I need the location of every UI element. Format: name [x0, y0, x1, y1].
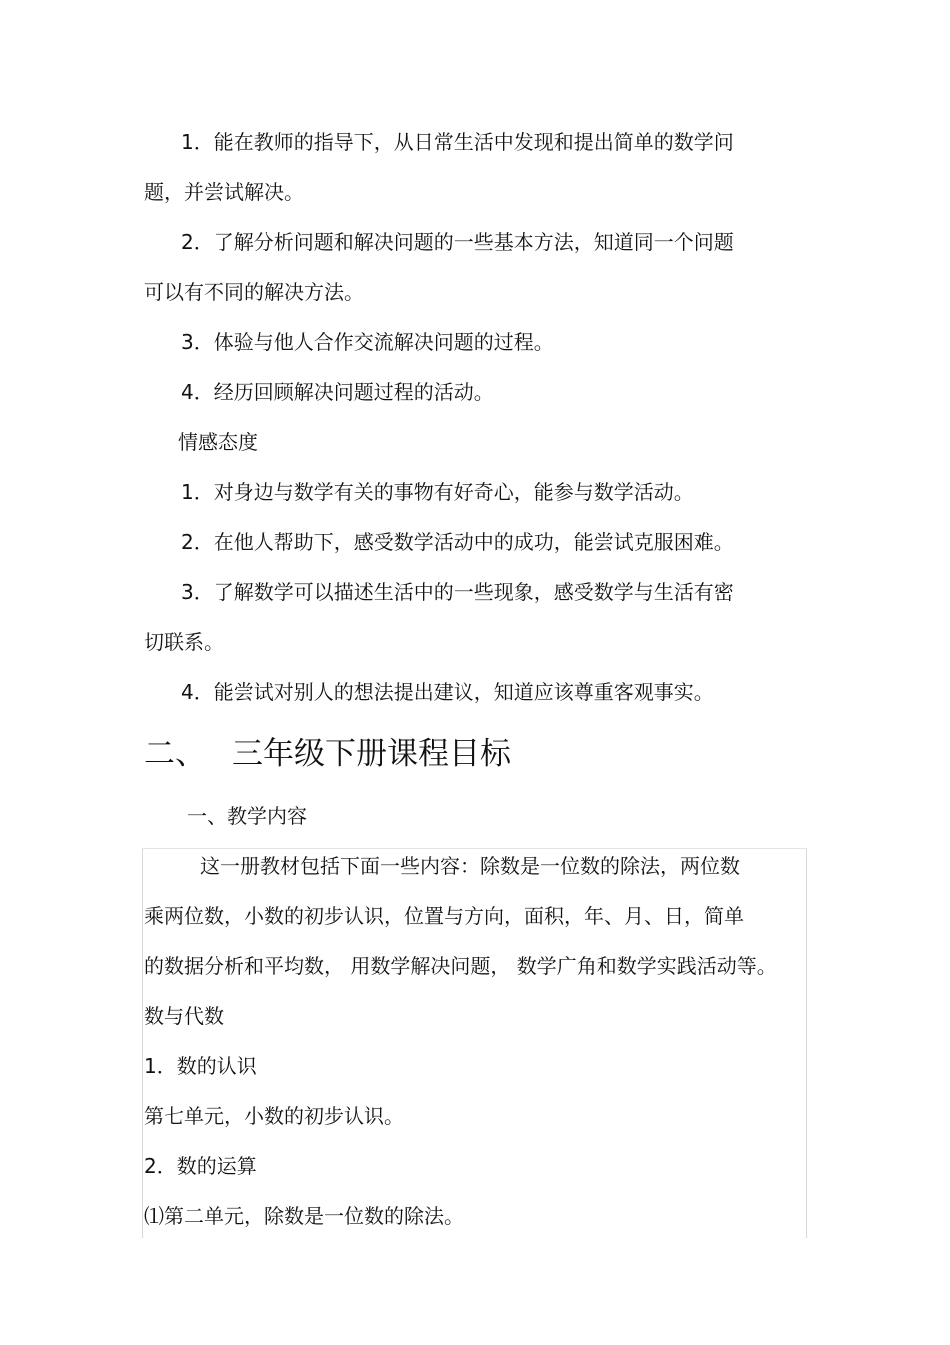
- content-item-1-detail: 第七单元，小数的初步认识。: [144, 1104, 404, 1128]
- emotion-heading: 情感态度: [178, 430, 258, 454]
- content-intro-line-3: 的数据分析和平均数， 用数学解决问题， 数学广角和数学实践活动等。: [144, 954, 777, 978]
- emotion-item-3-line-1: 3．了解数学可以描述生活中的一些现象，感受数学与生活有密: [181, 580, 734, 604]
- emotion-item-4: 4．能尝试对别人的想法提出建议，知道应该尊重客观事实。: [181, 680, 714, 704]
- paragraph-3: 3．体验与他人合作交流解决问题的过程。: [181, 330, 554, 354]
- paragraph-1-line-1: 1．能在教师的指导下，从日常生活中发现和提出简单的数学问: [181, 130, 734, 154]
- section-number: 二、: [144, 736, 206, 772]
- content-item-2: 2．数的运算: [144, 1154, 257, 1178]
- numbers-algebra-heading: 数与代数: [144, 1004, 224, 1028]
- emotion-item-2: 2．在他人帮助下，感受数学活动中的成功，能尝试克服困难。: [181, 530, 734, 554]
- paragraph-1-line-2: 题，并尝试解决。: [144, 180, 304, 204]
- emotion-item-3-line-2: 切联系。: [144, 630, 224, 654]
- content-intro-line-2: 乘两位数，小数的初步认识，位置与方向，面积，年、月、日，简单: [144, 904, 744, 928]
- content-box-right-border: [806, 848, 807, 1238]
- paragraph-4: 4．经历回顾解决问题过程的活动。: [181, 380, 494, 404]
- content-box-left-border: [142, 848, 143, 1238]
- section-heading: [144, 734, 511, 774]
- content-item-1: 1．数的认识: [144, 1054, 257, 1078]
- content-box-top-border: [142, 848, 807, 849]
- section-title: 三年级下册课程目标: [232, 736, 511, 772]
- paragraph-2-line-2: 可以有不同的解决方法。: [144, 280, 364, 304]
- content-intro-line-1: 这一册教材包括下面一些内容：除数是一位数的除法，两位数: [200, 854, 740, 878]
- subsection-title: 一、教学内容: [187, 804, 307, 828]
- content-item-2-detail: ⑴第二单元，除数是一位数的除法。: [144, 1204, 464, 1228]
- emotion-item-1: 1．对身边与数学有关的事物有好奇心，能参与数学活动。: [181, 480, 694, 504]
- paragraph-2-line-1: 2．了解分析问题和解决问题的一些基本方法，知道同一个问题: [181, 230, 734, 254]
